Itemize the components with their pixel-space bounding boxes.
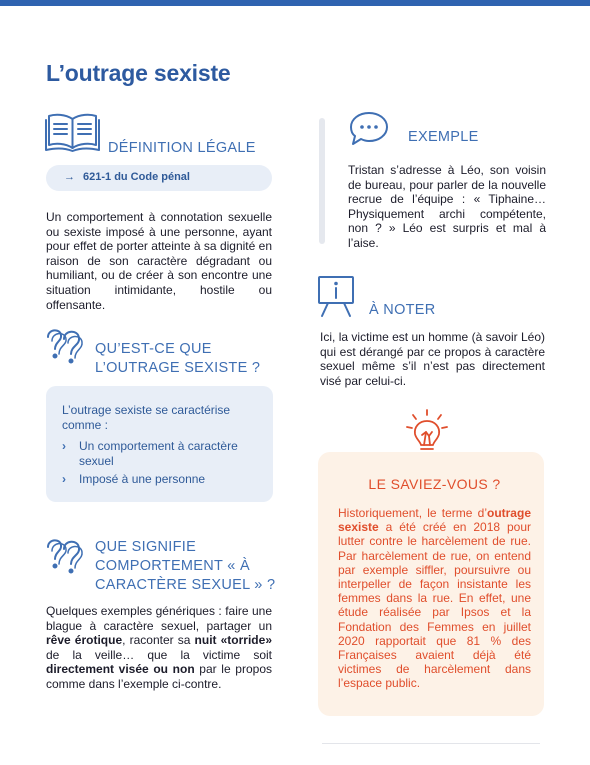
did-you-know-heading: LE SAVIEZ-VOUS ? (368, 476, 501, 492)
book-icon (45, 111, 100, 153)
text-segment: , raconter sa (122, 633, 195, 648)
chevron-right-icon: › (62, 439, 66, 454)
question1-heading-line2: L’OUTRAGE SEXISTE ? (95, 360, 261, 376)
list-item-label: Imposé à une personne (79, 472, 206, 487)
question-marks-icon (43, 535, 87, 579)
text-segment: a été créé en 2018 pour lutter contre le harcèlement de rue. Par harcèlement de rue, on entend par exemple siffler, poursuivre ou interpeller de façon insistante les femmes dans la rue. En effet, une étude réalisée par Ipsos et la Fondation des Femmes en juillet 2020 rapportait que 81 % des Françaises avaient déjà été victimes de harcèlement dans l’espace public. (338, 520, 531, 691)
text-segment: par le propos comme dans l’exemple ci-contre. (46, 662, 272, 691)
question2-text (46, 604, 272, 692)
list-item (62, 439, 261, 468)
list-item (62, 472, 261, 487)
top-accent-bar (0, 0, 590, 6)
question1-heading-line1: QU’EST-CE QUE (95, 341, 212, 357)
question2-heading (95, 538, 275, 595)
card-intro: L’outrage sexiste se caractérise comme : (62, 403, 231, 432)
characteristics-list (62, 439, 261, 487)
code-reference-text: 621-1 du Code pénal (83, 171, 190, 183)
question2-heading-line1: QUE SIGNIFIE (95, 539, 197, 555)
list-item-label: Un comportement à caractère sexuel (79, 439, 238, 468)
note-text: Ici, la victime est un homme (à savoir Léo) qui est dérangé par ce propos à caractère sexuel même s’il n’est pas directement visé par celui-ci. (320, 330, 545, 388)
text-segment: Historiquement, le terme d’ (338, 506, 487, 520)
question2-heading-line2: COMPORTEMENT « À (95, 558, 250, 574)
emphasis-text: outrage sexiste (338, 506, 531, 535)
question2-heading-line3: CARACTÈRE SEXUEL » ? (95, 577, 276, 593)
page-title: L’outrage sexiste (46, 60, 231, 86)
question-marks-icon (43, 325, 87, 369)
chevron-right-icon: › (62, 472, 66, 487)
question1-heading (95, 340, 260, 378)
characterisation-card (46, 386, 273, 502)
speech-bubble-icon (348, 110, 390, 148)
text-segment: de la veille… que la victime soit (46, 647, 272, 662)
definition-heading: DÉFINITION LÉGALE (108, 140, 256, 156)
definition-text: Un comportement à connotation sexuelle ou sexiste imposé à une personne, ayant pour effet de porter atteinte à sa dignité en raison de son caractère dégradant ou humiliant, ou de créer à son encontre une situation intimidante, hostile ou offensante. (46, 210, 272, 312)
note-heading: À NOTER (369, 302, 436, 318)
text-segment: Quelques exemples génériques : faire une blague à caractère sexuel, partager un (46, 604, 272, 633)
bottom-divider (322, 743, 540, 744)
emphasis-text: directement visée ou non (46, 662, 195, 677)
example-divider (319, 118, 325, 244)
did-you-know-box (318, 452, 544, 716)
example-text: Tristan s’adresse à Léo, son voisin de bureau, pour parler de la nouvelle recrue de l’équipe : « Tiphaine… Physiquement archi compétente, non ? » Léo est surpris et mal à l’aise. (348, 163, 546, 250)
emphasis-text: nuit «torride» (194, 633, 272, 648)
emphasis-text: rêve érotique (46, 633, 123, 648)
code-reference-pill (46, 165, 272, 191)
example-heading: EXEMPLE (408, 129, 479, 145)
did-you-know-text (338, 506, 531, 691)
info-sign-icon (315, 274, 357, 318)
arrow-icon: → (64, 171, 75, 183)
